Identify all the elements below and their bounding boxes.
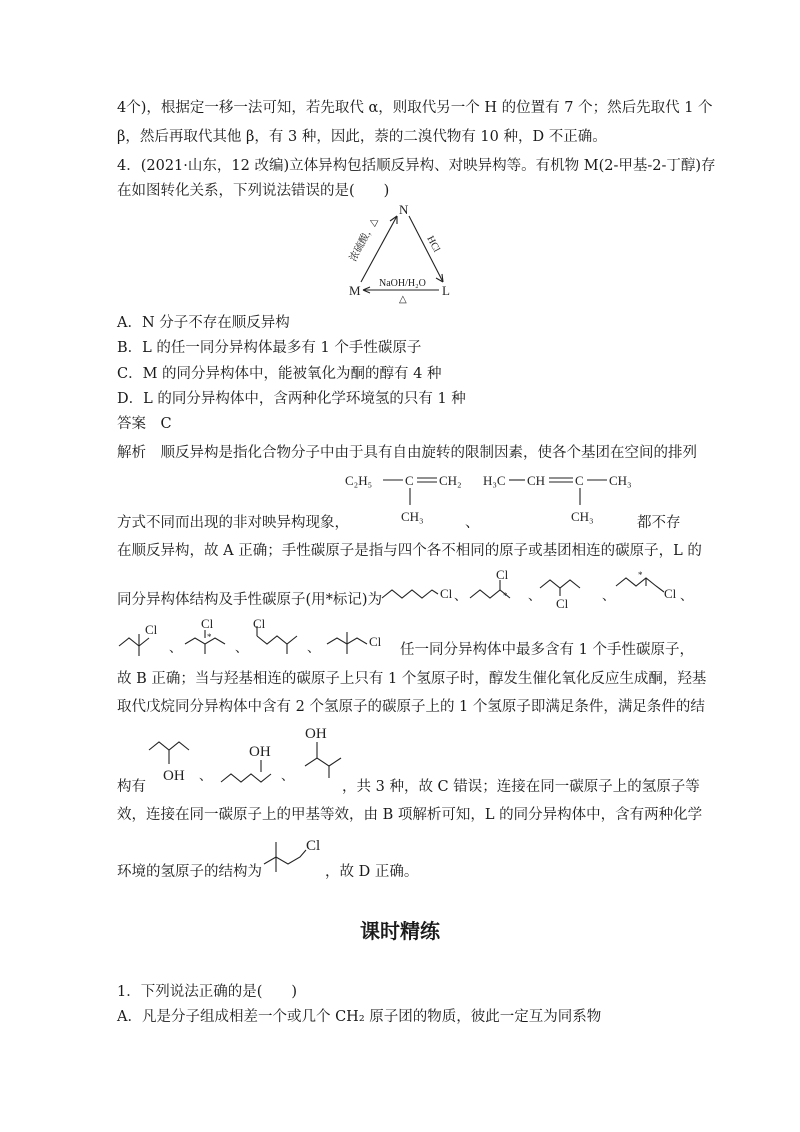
separator: 、: [307, 640, 321, 655]
conversion-diagram: [335, 200, 475, 305]
question-4-stem: 4．(2021·山东，12 改编)立体异构包括顺反异构、对映异构等。有机物 M(2-甲基-2-丁醇)存: [117, 158, 716, 174]
text-fragment: 构有: [117, 779, 146, 795]
separator: 、: [680, 588, 694, 603]
cl-label: Cl: [496, 567, 509, 582]
option-c: C．M 的同分异构体中，能被氧化为酮的醇有 4 种: [117, 366, 442, 382]
label-bottom: NaOH/H₂O: [379, 278, 426, 289]
text-fragment: 方式不同而出现的非对映异构现象，: [117, 515, 349, 531]
skeleton-2-chloro-3-methylbutane: [185, 638, 225, 644]
analysis-line: 同分异构体结构及手性碳原子(用*标记)为: [117, 592, 383, 608]
label-bottom-sub: △: [399, 294, 407, 305]
text-fragment: ，共 3 种，故 C 错误；连接在同一碳原子上的氢原子等: [342, 779, 700, 795]
group-ch2: CH₂: [439, 473, 462, 488]
group-c2h5: C₂H₅: [345, 473, 373, 488]
skeleton-3-chloropentane: [540, 580, 580, 588]
separator: 、: [169, 640, 183, 655]
group-h3c: H₃C: [483, 473, 506, 488]
cl-label: Cl: [440, 586, 453, 601]
analysis-line: 解析 顺反异构是指化合物分子中由于具有自由旋转的限制因素，使各个基团在空间的排列: [117, 445, 697, 461]
chiral-mark: *: [638, 570, 643, 580]
analysis-line: 在顺反异构，故 A 正确；手性碳原子是指与四个各不相同的原子或基团相连的碳原子，L 的: [117, 543, 702, 559]
oh-label: OH: [249, 744, 271, 760]
group-ch3: CH₃: [609, 473, 632, 488]
cl-label: Cl: [306, 838, 321, 854]
analysis-line: 故 B 正确；当与羟基相连的碳原子上只有 1 个氢原子时，醇发生催化氧化反应生成酮，羟基: [117, 671, 707, 687]
analysis-line: 效，连接在同一碳原子上的甲基等效，由 B 项解析可知，L 的同分异构体中，含有两种化学: [117, 807, 703, 823]
separator: 、: [465, 515, 480, 531]
skeleton-3-methyl-2-butanol: [305, 758, 329, 778]
atom-c: C: [575, 473, 584, 488]
cl-label: Cl: [253, 616, 266, 631]
node-m: M: [349, 283, 361, 298]
skeleton-1-chloropentane: [382, 590, 438, 598]
group-ch: CH: [527, 473, 546, 488]
oh-label: OH: [163, 768, 185, 784]
group-ch3: CH₃: [571, 509, 594, 524]
isomer-structures-row1: [380, 567, 700, 620]
text-fragment: 都不存: [637, 515, 681, 531]
chiral-mark: *: [207, 632, 212, 642]
isomer-structures-row2: [117, 618, 407, 668]
section-title: 课时精练: [360, 919, 440, 943]
option-b: B．L 的任一同分异构体最多有 1 个手性碳原子: [117, 340, 422, 356]
analysis-line: 任一同分异构体中最多含有 1 个手性碳原子，: [400, 642, 694, 658]
text-fragment: 环境的氢原子的结构为: [117, 864, 262, 880]
skeleton-1-chloro-2-methylbutane: [616, 578, 664, 592]
text-fragment: ，故 D 正确。: [325, 864, 419, 880]
answer: 答案 C: [117, 416, 172, 432]
analysis-line: [117, 777, 700, 797]
cl-label: Cl: [145, 622, 158, 637]
separator: 、: [528, 588, 542, 603]
chiral-mark: *: [503, 591, 508, 601]
separator: 、: [602, 588, 616, 603]
question-4-stem: 在如图转化关系，下列说法错误的是( ): [117, 183, 390, 199]
group-ch3: CH₃: [401, 509, 424, 524]
node-l: L: [442, 283, 450, 298]
option-a: A．N 分子不存在顺反异构: [117, 315, 290, 331]
oh-label: OH: [305, 726, 327, 742]
analysis-line: 取代戊烷同分异构体中含有 2 个氢原子的碳原子上的 1 个氢原子即满足条件，满足条件的结: [117, 699, 705, 715]
skeleton-2-chloro-2-methylbutane: [119, 638, 139, 646]
skeleton-3-pentanol: [149, 742, 189, 750]
cl-label: Cl: [369, 634, 382, 649]
practice-option-a: A．凡是分子组成相差一个或几个 CH₂ 原子团的物质，彼此一定互为同系物: [117, 1009, 602, 1025]
label-left: 浓硫酸，△: [347, 216, 381, 264]
text-line: 4个)，根据定一移一法可知，若先取代 α，则取代另一个 H 的位置有 7 个；然后先取代 1 个: [117, 100, 713, 116]
separator: 、: [235, 640, 249, 655]
cl-label: Cl: [664, 586, 677, 601]
text-line: β，然后再取代其他 β，有 3 种，因此，萘的二溴代物有 10 种，D 不正确。: [117, 129, 607, 145]
separator: 、: [281, 768, 295, 783]
bond: [329, 758, 341, 766]
cl-label: Cl: [201, 616, 214, 631]
label-right: HCl: [424, 234, 442, 255]
analysis-line: [117, 513, 683, 533]
practice-question-1: 1．下列说法正确的是( ): [117, 984, 298, 1000]
cl-label: Cl: [556, 596, 569, 611]
bond: [139, 638, 149, 646]
option-d: D．L 的同分异构体中，含两种化学环境氢的只有 1 种: [117, 391, 466, 407]
separator: 、: [199, 768, 213, 783]
separator: 、: [454, 588, 468, 603]
analysis-line: [117, 862, 683, 882]
node-n: N: [399, 202, 409, 217]
atom-c: C: [405, 473, 414, 488]
skeleton-1-chloro-3-methylbutane: [257, 636, 297, 644]
